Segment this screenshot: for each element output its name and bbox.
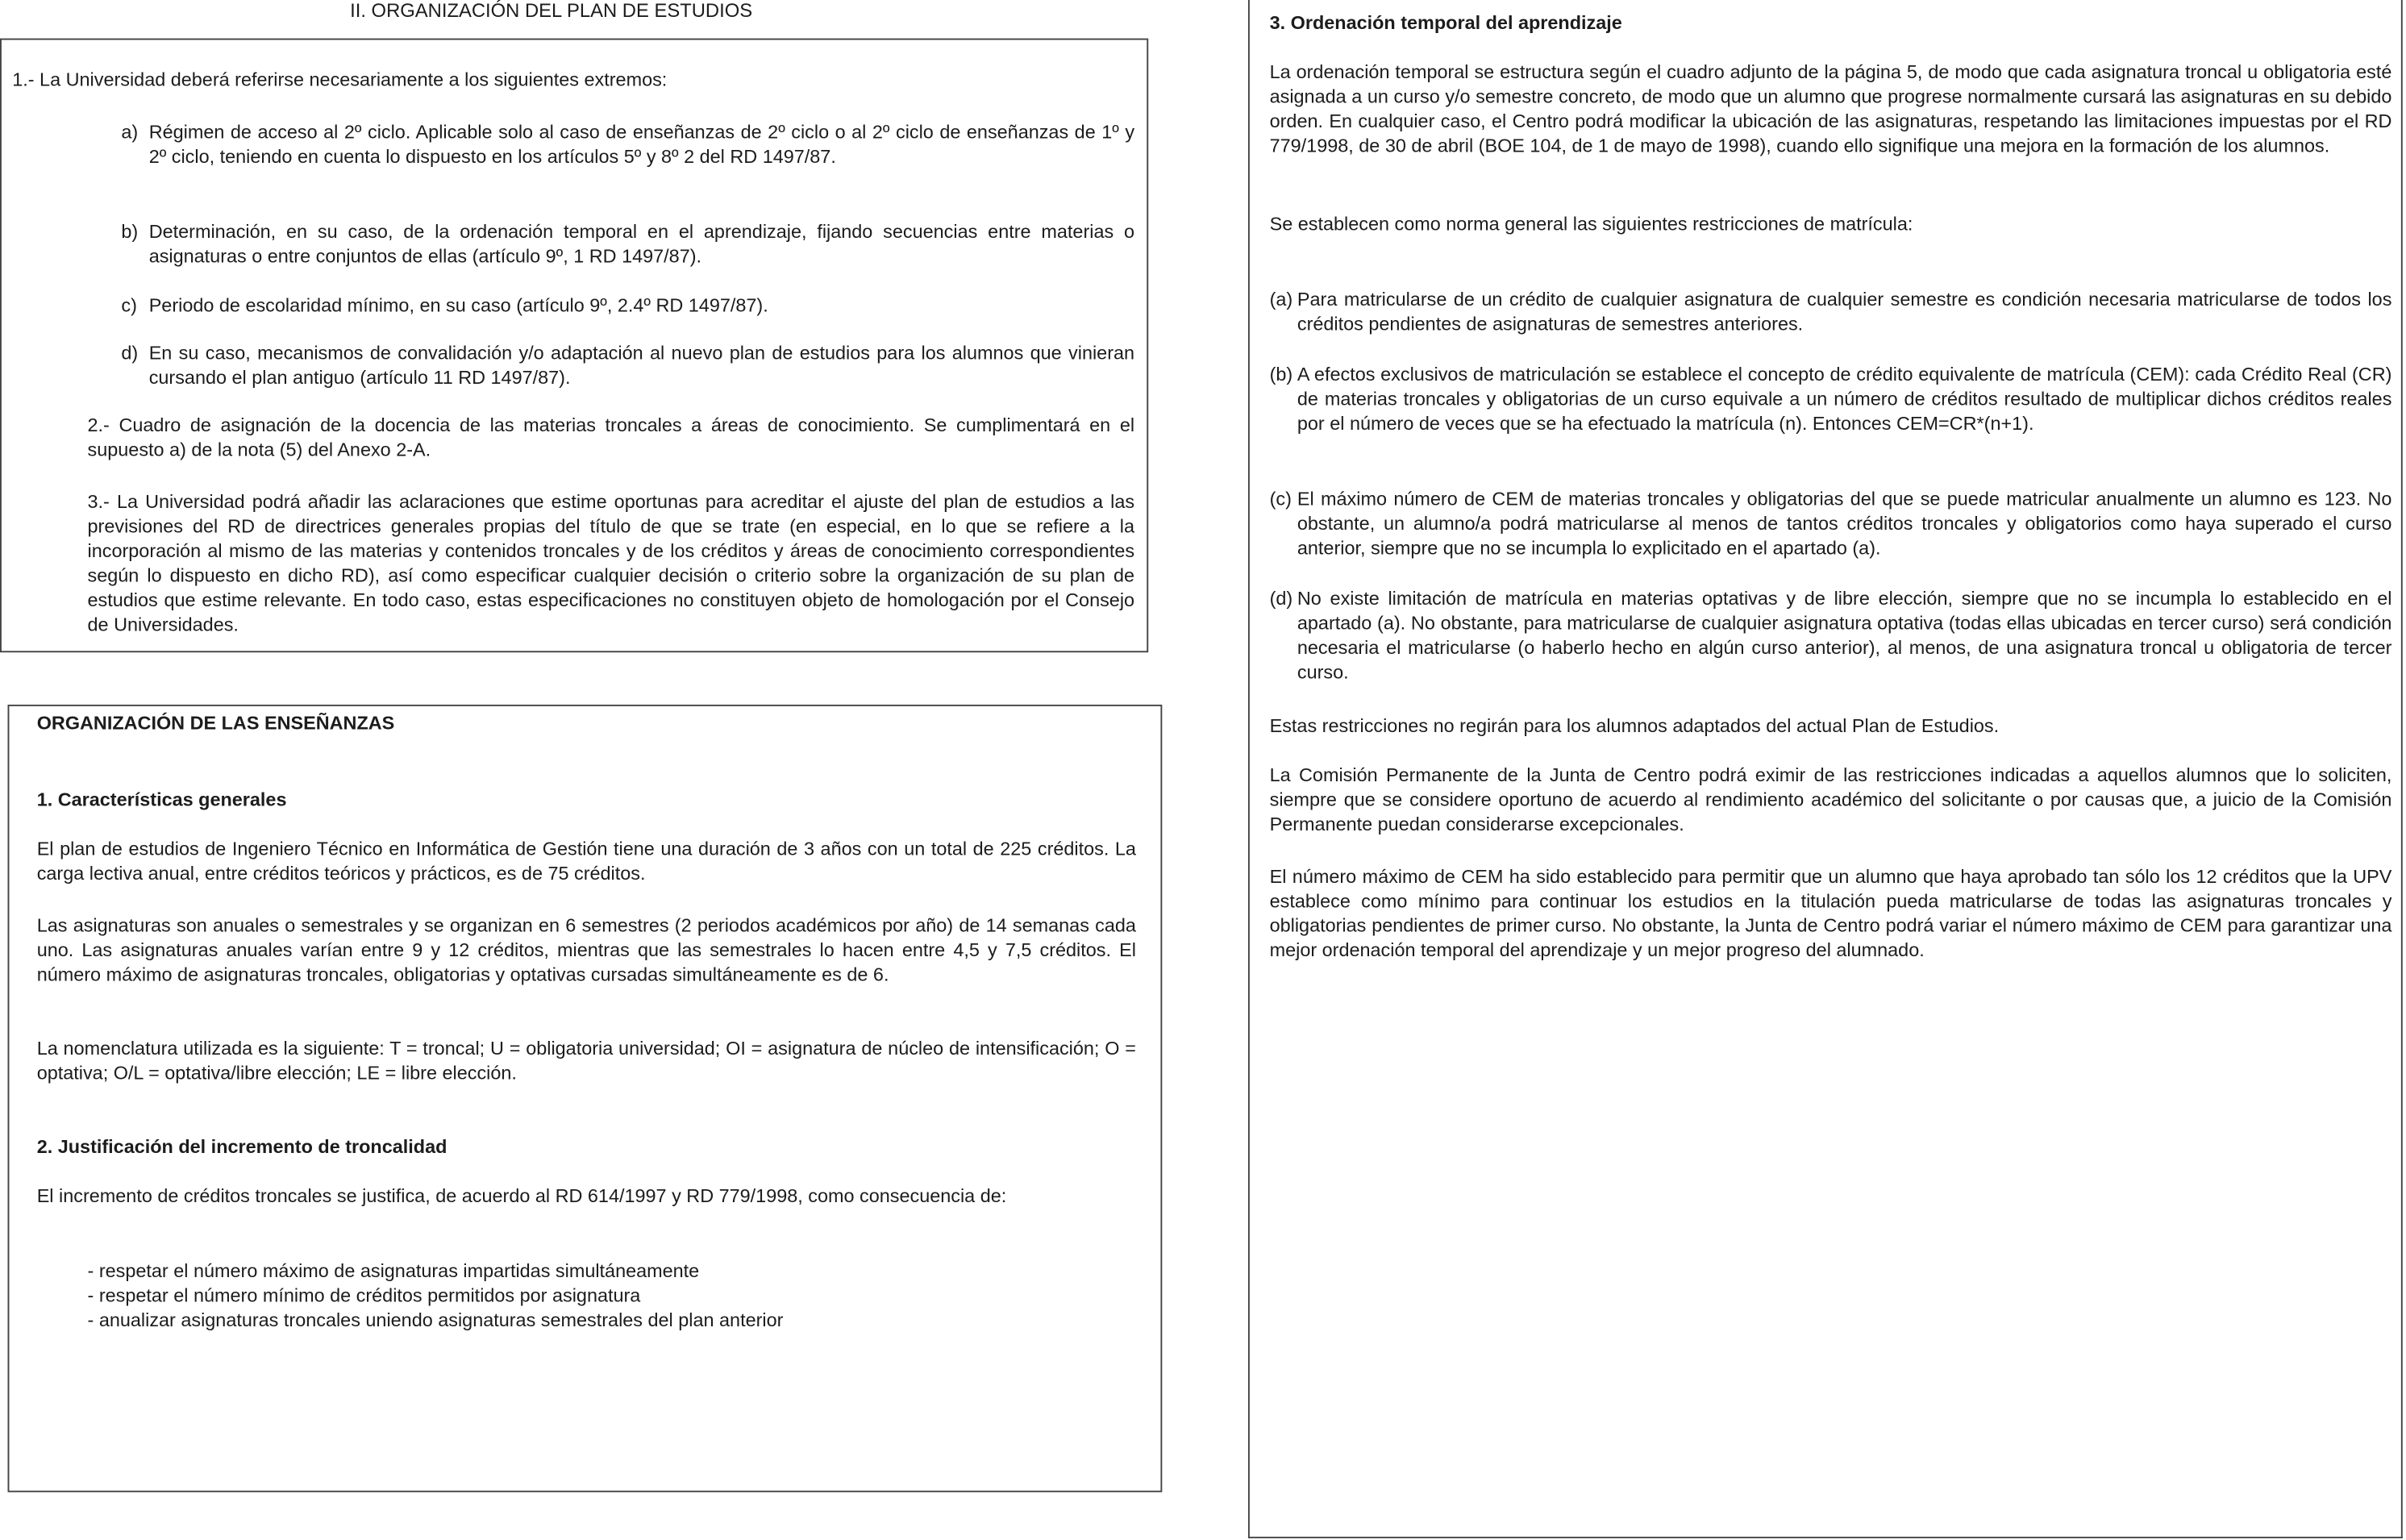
- list-item-a: [121, 121, 1134, 170]
- restriction-item-a: [1270, 289, 2392, 338]
- list-marker: c): [121, 294, 137, 317]
- list-text: Régimen de acceso al 2º ciclo. Aplicable solo al caso de enseñanzas de 2º ciclo o al 2º ciclo de enseñanzas de 1º y 2º ciclo, teniendo en cuenta lo dispuesto en los artículos 5º y 8º 2 del RD 1497/87.: [148, 121, 1135, 168]
- list-item-c: [121, 295, 1134, 319]
- list-text: Periodo de escolaridad mínimo, en su caso (artículo 9º, 2.4º RD 1497/87).: [148, 294, 768, 317]
- general-characteristics-paragraph-1: El plan de estudios de Ingeniero Técnico en Informática de Gestión tiene una duración de 3 años con un total de 225 créditos. La carga lectiva anual, entre créditos teóricos y prácticos, es de 75 créditos.: [36, 838, 1136, 884]
- list-item-b: [121, 221, 1134, 270]
- list-marker: (c): [1269, 488, 1292, 510]
- teaching-organization-box: [8, 705, 1163, 1492]
- restriction-item-c: [1270, 488, 2392, 561]
- list-marker: (a): [1269, 288, 1293, 310]
- list-text: El máximo número de CEM de materias troncales y obligatorias del que se puede matricular anualmente un alumno es 123. No obstante, un alumno/a podrá matricularse al menos de tantos créditos troncales y obligatorios como haya superado el curso anterior, siempre que no se incumpla lo explicitado en el apartado (a).: [1297, 488, 2392, 559]
- list-marker: (d): [1269, 588, 1293, 610]
- temporal-ordering-box: [1248, 0, 2403, 1538]
- cem-maximum-paragraph: El número máximo de CEM ha sido establecido para permitir que un alumno que haya aprobado tan sólo los 12 créditos que la UPV establece como mínimo para continuar los estudios en la titulación pueda matricularse de todas las asignaturas troncales y obligatorias pendientes de primer curso. No obstante, la Junta de Centro podrá variar el número máximo de CEM para garantizar una mejor ordenación temporal del aprendizaje y un mejor progreso del alumnado.: [1269, 865, 2392, 961]
- bullet-item: - anualizar asignaturas troncales uniendo asignaturas semestrales del plan anterior: [87, 1309, 784, 1331]
- troncalidad-paragraph: El incremento de créditos troncales se justifica, de acuerdo al RD 614/1997 y RD 779/1998, como consecuencia de:: [36, 1184, 1007, 1207]
- page-title: II. ORGANIZACIÓN DEL PLAN DE ESTUDIOS: [350, 0, 753, 22]
- bullet-item: - respetar el número máximo de asignaturas impartidas simultáneamente: [87, 1260, 700, 1282]
- instructions-intro: 1.- La Universidad deberá referirse necesariamente a los siguientes extremos:: [12, 69, 668, 91]
- list-text: A efectos exclusivos de matriculación se establece el concepto de crédito equivalente de matrícula (CEM): cada Crédito Real (CR) de materias troncales y obligatorias de un curso equivale a un número de créditos resultado de multiplicar dichos créditos reales por el número de veces que se ha efectuado la matrícula (n). Entonces CEM=CR*(n+1).: [1297, 364, 2392, 435]
- list-marker: (b): [1269, 364, 1293, 385]
- section-title: ORGANIZACIÓN DE LAS ENSEÑANZAS: [36, 712, 395, 735]
- list-marker: d): [121, 342, 139, 364]
- instructions-point-2: 2.- Cuadro de asignación de la docencia de las materias troncales a áreas de conocimiento. Se cumplimentará en el supuesto a) de la nota (5) del Anexo 2-A.: [87, 414, 1135, 461]
- general-characteristics-paragraph-2: Las asignaturas son anuales o semestrales y se organizan en 6 semestres (2 periodos académicos por año) de 14 semanas cada uno. Las asignaturas anuales varían entre 9 y 12 créditos, mientras que las semestrales lo hacen entre 4,5 y 7,5 créditos. El número máximo de asignaturas troncales, obligatorias y optativas cursadas simultáneamente es de 6.: [36, 914, 1136, 986]
- restrictions-intro: Se establecen como norma general las siguientes restricciones de matrícula:: [1269, 213, 1913, 235]
- list-item-d: [121, 343, 1134, 392]
- list-marker: a): [121, 121, 139, 144]
- permanent-commission-paragraph: La Comisión Permanente de la Junta de Centro podrá eximir de las restricciones indicadas a aquellos alumnos que lo soliciten, siempre que se considere oportuno de acuerdo al rendimiento académico del solicitante o por causas que, a juicio de la Comisión Permanente puedan considerarse excepcionales.: [1269, 764, 2392, 835]
- list-text: Determinación, en su caso, de la ordenación temporal en el aprendizaje, fijando secuencias entre materias o asignaturas o entre conjuntos de ellas (artículo 9º, 1 RD 1497/87).: [148, 221, 1135, 268]
- list-text: En su caso, mecanismos de convalidación y/o adaptación al nuevo plan de estudios para los alumnos que vinieran cursando el plan antiguo (artículo 11 RD 1497/87).: [148, 342, 1135, 389]
- general-characteristics-heading: 1. Características generales: [36, 789, 287, 811]
- troncalidad-heading: 2. Justificación del incremento de troncalidad: [36, 1135, 447, 1158]
- list-marker: b): [121, 221, 139, 243]
- bullet-item: - respetar el número mínimo de créditos permitidos por asignatura: [87, 1284, 641, 1307]
- temporal-ordering-paragraph-1: La ordenación temporal se estructura según el cuadro adjunto de la página 5, de modo que cada asignatura troncal u obligatoria esté asignada a un curso y/o semestre concreto, de modo que un alumno que progrese normalmente cursará las asignaturas en su debido orden. En cualquier caso, el Centro podrá modificar la ubicación de las asignaturas, respetando las limitaciones impuestas por el RD 779/1998, de 30 de abril (BOE 104, de 1 de mayo de 1998), cuando ello signifique una mejora en la formación de los alumnos.: [1269, 61, 2392, 156]
- instructions-box: [0, 39, 1148, 653]
- instructions-point-3: 3.- La Universidad podrá añadir las aclaraciones que estime oportunas para acreditar el ajuste del plan de estudios a las previsiones del RD de directrices generales propias del título de que se trate (en especial, en lo que se refiere a la incorporación al mismo de las materias y contenidos troncales y de los créditos y áreas de conocimiento correspondientes según lo dispuesto en dicho RD), así como especificar cualquier decisión o criterio sobre la organización de su plan de estudios que estime relevante. En todo caso, estas especificaciones no constituyen objeto de homologación por el Consejo de Universidades.: [87, 491, 1135, 635]
- adapted-students-note: Estas restricciones no regirán para los alumnos adaptados del actual Plan de Estudios.: [1269, 715, 2000, 737]
- list-text: No existe limitación de matrícula en materias optativas y de libre elección, siempre que no se incumpla lo establecido en el apartado (a). No obstante, para matricularse de cualquier asignatura optativa (todas ellas ubicadas en tercer curso) será condición necesaria el matricularse (o haberlo hecho en algún curso anterior), al menos, de una asignatura troncal u obligatoria de tercer curso.: [1297, 588, 2392, 683]
- list-text: Para matricularse de un crédito de cualquier asignatura de cualquier semestre es condición necesaria matricularse de todos los créditos pendientes de asignaturas de semestres anteriores.: [1297, 288, 2392, 335]
- restriction-item-b: [1270, 364, 2392, 437]
- restriction-item-d: [1270, 588, 2392, 685]
- general-characteristics-paragraph-3: La nomenclatura utilizada es la siguiente: T = troncal; U = obligatoria universidad; OI = asignatura de núcleo de intensificación; O = optativa; O/L = optativa/libre elección; LE = libre elección.: [36, 1038, 1136, 1084]
- temporal-ordering-heading: 3. Ordenación temporal del aprendizaje: [1269, 12, 1622, 34]
